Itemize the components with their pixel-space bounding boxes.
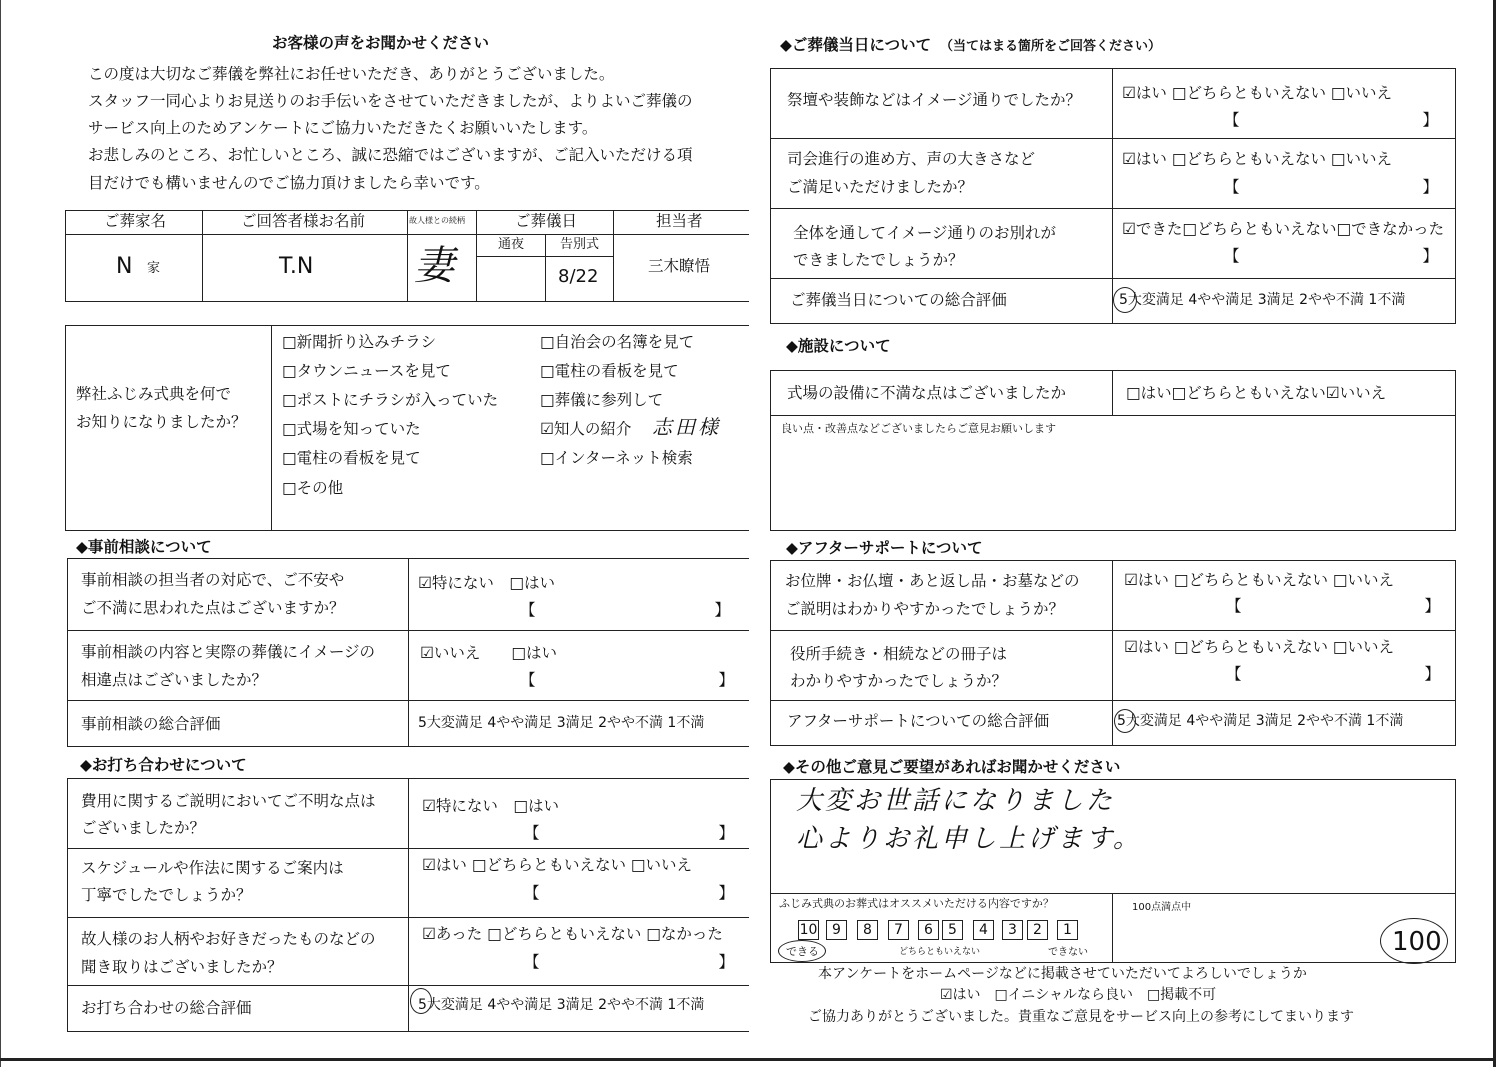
- source-option[interactable]: □その他: [282, 479, 344, 497]
- scale-cell[interactable]: 4: [973, 920, 994, 940]
- ceremony-value: 8/22: [558, 266, 599, 287]
- family-suffix: 家: [147, 261, 161, 276]
- scale-cell[interactable]: 8: [857, 920, 878, 940]
- section-heading: ◆ご葬儀当日について: [780, 36, 932, 54]
- comment-brackets[interactable]: 【 】: [1226, 597, 1440, 615]
- publish-question: 本アンケートをホームページなどに掲載させていただいてよろしいでしょうか: [818, 966, 1307, 982]
- answer-options[interactable]: ☑はい □どちらともいえない □いいえ: [1124, 638, 1395, 656]
- source-option[interactable]: □インターネット検索: [540, 449, 693, 467]
- question-text: アフターサポートについての総合評価: [787, 712, 1050, 730]
- relation-value: 妻: [414, 243, 457, 289]
- page-edge: [1493, 0, 1496, 1067]
- section-heading: ◆事前相談について: [76, 538, 212, 556]
- question-text: 丁寧でしたでしょうか？: [81, 886, 252, 904]
- respondent-label: ご回答者様お名前: [241, 212, 366, 230]
- source-option[interactable]: □ポストにチラシが入っていた: [282, 391, 499, 409]
- question-text: 役所手続き・相続などの冊子は: [790, 645, 1008, 663]
- staff-label: 担当者: [656, 212, 703, 230]
- intro-line: サービス向上のためアンケートにご協力いただきたくお願いいたします。: [88, 119, 598, 137]
- question-text: ご満足いただけましたか？: [787, 178, 974, 196]
- intro-line: お悲しみのところ、お忙しいところ、誠に恐縮ではございますが、ご記入いただける項: [88, 146, 693, 164]
- section-heading: ◆施設について: [786, 337, 891, 355]
- comment-brackets[interactable]: 【 】: [520, 671, 734, 689]
- section-heading: ◆お打ち合わせについて: [80, 756, 247, 774]
- comment-brackets[interactable]: 【 】: [524, 884, 734, 902]
- source-option[interactable]: ☑知人の紹介: [540, 420, 632, 438]
- question-text: 聞き取りはございましたか？: [81, 958, 283, 976]
- question-text: お位牌・お仏壇・あと返し品・お墓などの: [785, 572, 1080, 590]
- intro-line: 目だけでも構いませんのでご協力頂けましたら幸いです。: [88, 174, 490, 192]
- question-text: できましたでしょうか？: [793, 251, 964, 269]
- family-name-value: N: [116, 254, 133, 279]
- answer-options[interactable]: ☑特にない □はい: [422, 797, 560, 815]
- answer-options[interactable]: ☑特にない □はい: [418, 574, 556, 592]
- selection-circle: [1113, 287, 1137, 313]
- question-text: 司会進行の進め方、声の大きさなど: [787, 150, 1036, 168]
- answer-options[interactable]: ☑いいえ □はい: [420, 644, 558, 662]
- question-text: 相違点はございましたか？: [81, 671, 268, 689]
- handwritten-comment: 心よりお礼申し上げます。: [796, 824, 1142, 854]
- source-option[interactable]: □自治会の名簿を見て: [540, 333, 695, 351]
- section-note: （当てはまる箇所をご回答ください）: [940, 39, 1162, 54]
- relation-label: 故人様との続柄: [409, 216, 465, 225]
- scale-mid-label: どちらともいえない: [899, 947, 981, 957]
- scale-cell[interactable]: 10: [799, 922, 818, 938]
- question-text: 事前相談の担当者の対応で、ご不安や: [81, 571, 345, 589]
- question-text: スケジュールや作法に関するご案内は: [81, 859, 344, 877]
- source-option[interactable]: □葬儀に参列して: [540, 391, 664, 409]
- selection-circle: [410, 988, 432, 1014]
- comment-brackets[interactable]: 【 】: [524, 824, 734, 842]
- intro-line: スタッフ一同心よりお見送りのお手伝いをさせていただきましたが、よりよいご葬儀の: [88, 92, 693, 110]
- answer-options[interactable]: ☑はい □どちらともいえない □いいえ: [1124, 571, 1395, 589]
- score-label: 100点満点中: [1132, 902, 1192, 913]
- source-option[interactable]: □新聞折り込みチラシ: [282, 333, 437, 351]
- scale-cell[interactable]: 3: [1002, 920, 1023, 940]
- scale-cell[interactable]: 9: [826, 920, 847, 940]
- question-text: ご不満に思われた点はございますか？: [81, 599, 345, 617]
- score-value[interactable]: 100: [1392, 927, 1442, 957]
- handwritten-comment: 大変お世話になりました: [796, 786, 1116, 816]
- source-question: お知りになりましたか？: [76, 413, 247, 431]
- question-text: 費用に関するご説明においてご不明な点は: [81, 792, 376, 810]
- answer-options[interactable]: □はい□どちらともいえない☑いいえ: [1126, 384, 1387, 402]
- closing-thanks: ご協力ありがとうございました。貴重なご意見をサービス向上の参考にしてまいります: [808, 1009, 1354, 1025]
- referral-note: 志田様: [652, 415, 721, 439]
- comment-brackets[interactable]: 【 】: [1226, 665, 1440, 683]
- rating-scale[interactable]: 5大変満足 4やや満足 3満足 2やや不満 1不満: [1117, 713, 1404, 729]
- ceremony-label: 告別式: [560, 237, 600, 252]
- answer-options[interactable]: ☑はい □どちらともいえない □いいえ: [1122, 84, 1393, 102]
- source-option[interactable]: □電柱の看板を見て: [540, 362, 679, 380]
- scale-right-label: できない: [1048, 947, 1088, 958]
- question-text: わかりやすかったでしょうか？: [790, 672, 1008, 690]
- page-edge: [0, 0, 1, 1067]
- comment-brackets[interactable]: 【 】: [524, 953, 734, 971]
- intro-line: この度は大切なご葬儀を弊社にお任せいただき、ありがとうございました。: [88, 65, 615, 83]
- publish-options[interactable]: ☑はい □イニシャルなら良い □掲載不可: [940, 987, 1217, 1003]
- question-text: 故人様のお人柄やお好きだったものなどの: [81, 930, 376, 948]
- scale-cell[interactable]: 7: [888, 920, 909, 940]
- answer-options[interactable]: ☑はい □どちらともいえない □いいえ: [422, 856, 693, 874]
- family-name-label: ご葬家名: [104, 212, 167, 230]
- respondent-value: T.N: [279, 254, 314, 279]
- selection-circle: [1114, 709, 1136, 733]
- comment-brackets[interactable]: 【 】: [520, 601, 730, 619]
- scale-cell[interactable]: 2: [1027, 920, 1048, 940]
- question-text: 事前相談の内容と実際の葬儀にイメージの: [81, 643, 376, 661]
- recommend-question: ふじみ式典のお葬式はオススメいただける内容ですか？: [779, 897, 1054, 910]
- answer-options[interactable]: ☑はい □どちらともいえない □いいえ: [1122, 150, 1393, 168]
- source-question: 弊社ふじみ式典を何で: [76, 385, 232, 403]
- scale-cell[interactable]: 1: [1057, 920, 1078, 940]
- rating-scale[interactable]: 5大変満足 4やや満足 3満足 2やや不満 1不満: [418, 997, 705, 1013]
- comment-brackets[interactable]: 【 】: [1224, 247, 1438, 265]
- section-heading: ◆アフターサポートについて: [786, 539, 983, 557]
- scale-cell[interactable]: 6: [918, 920, 939, 940]
- answer-options[interactable]: ☑できた□どちらともいえない□できなかった: [1122, 220, 1445, 238]
- rating-scale[interactable]: 5大変満足 4やや満足 3満足 2やや不満 1不満: [1119, 292, 1406, 308]
- staff-value: 三木瞭悟: [648, 257, 711, 275]
- wake-label: 通夜: [498, 237, 525, 252]
- question-text: ご説明はわかりやすかったでしょうか？: [785, 600, 1065, 618]
- funeral-date-label: ご葬儀日: [515, 212, 578, 230]
- question-text: ご葬儀当日についての総合評価: [790, 291, 1007, 309]
- scale-cell[interactable]: 5: [942, 920, 963, 940]
- question-text: 祭壇や装飾などはイメージ通りでしたか？: [787, 91, 1082, 109]
- question-text: お打ち合わせの総合評価: [81, 999, 252, 1017]
- comment-brackets[interactable]: 【 】: [1224, 178, 1438, 196]
- page-edge: [0, 1058, 1496, 1061]
- question-text: ございましたか？: [81, 819, 206, 837]
- source-option[interactable]: □タウンニュースを見て: [282, 362, 451, 380]
- question-text: 式場の設備に不満な点はございましたか: [787, 384, 1067, 402]
- answer-options[interactable]: ☑あった □どちらともいえない □なかった: [422, 925, 723, 943]
- rating-scale[interactable]: 5大変満足 4やや満足 3満足 2やや不満 1不満: [418, 715, 705, 731]
- question-text: 事前相談の総合評価: [81, 715, 221, 733]
- question-text: 全体を通してイメージ通りのお別れが: [793, 224, 1057, 242]
- comment-brackets[interactable]: 【 】: [1224, 111, 1438, 129]
- scale-left-label: できる: [786, 945, 819, 958]
- source-option[interactable]: □式場を知っていた: [282, 420, 421, 438]
- section-heading: ◆その他ご意見ご要望があればお聞かせください: [783, 758, 1121, 776]
- comment-label: 良い点・改善点などございましたらご意見お願いします: [781, 422, 1056, 435]
- form-title: お客様の声をお聞かせください: [272, 34, 490, 52]
- source-option[interactable]: □電柱の看板を見て: [282, 449, 421, 467]
